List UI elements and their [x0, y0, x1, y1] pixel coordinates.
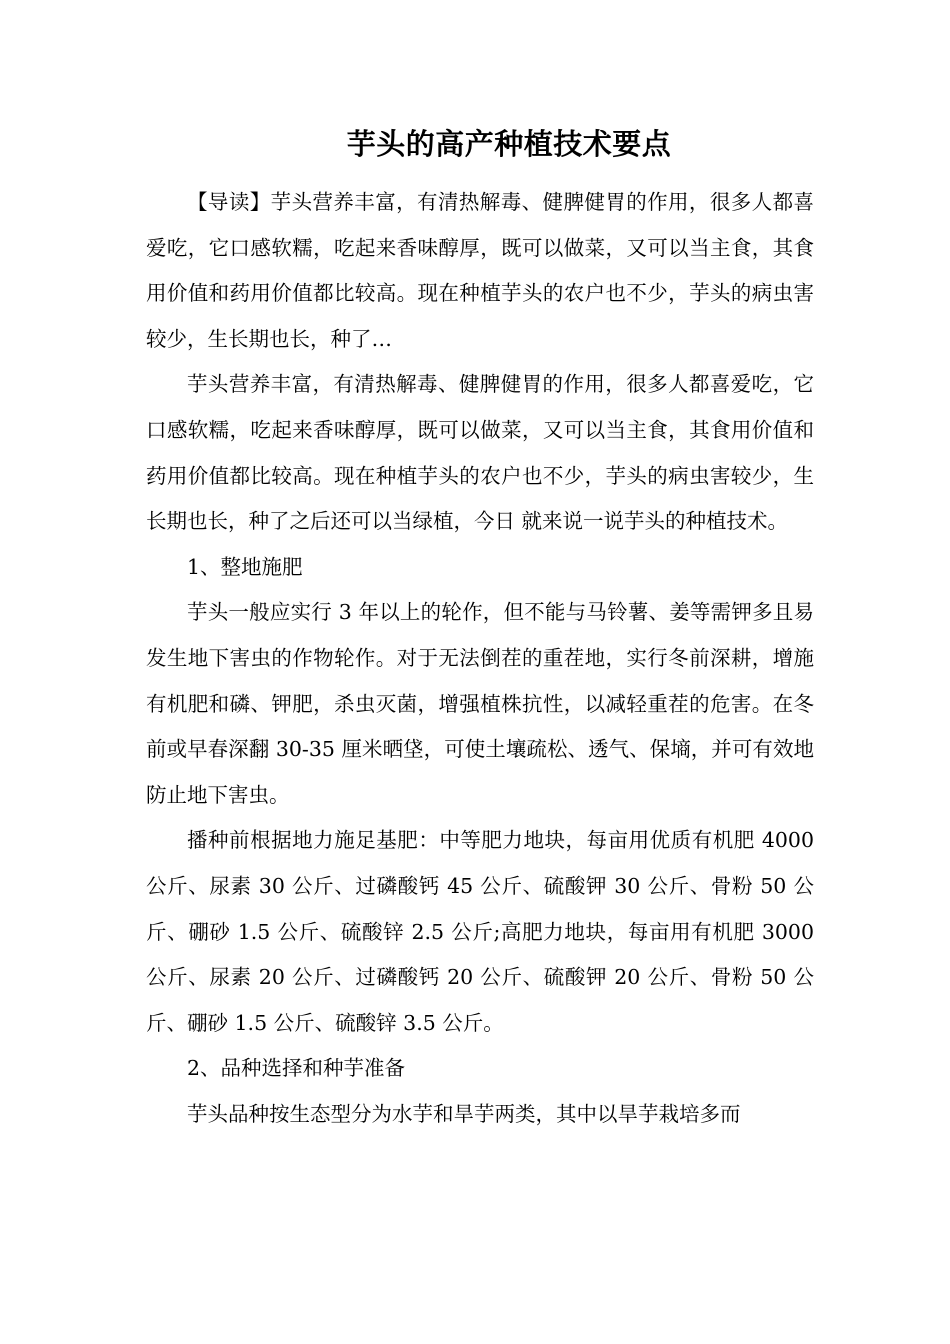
document-title: 芋头的高产种植技术要点 [346, 127, 672, 161]
section-heading: 2、品种选择和种芋准备 [187, 1056, 406, 1081]
section-heading: 1、整地施肥 [187, 554, 303, 579]
body-paragraph: 芋头一般应实行 3 年以上的轮作，但不能与马铃薯、姜等需钾多且易发生地下害虫的作物轮作。对于无法倒茬的重茬地，实行冬前深耕，增施有机肥和磷、钾肥，杀虫灭菌，增强植株抗性，以减轻重茬的危害。在冬前或早春深翻 30-35 厘米晒垡，可使土壤疏松、透气、保墒，并可有效地防止地下害虫。 [146, 600, 814, 807]
document-body [146, 180, 814, 1137]
body-paragraph: 芋头品种按生态型分为水芋和旱芋两类，其中以旱芋栽培多而 [187, 1101, 741, 1126]
body-paragraph: 播种前根据地力施足基肥：中等肥力地块，每亩用优质有机肥 4000 公斤、尿素 30 公斤、过磷酸钙 45 公斤、硫酸钾 30 公斤、骨粉 50 公斤、硼砂 1.5 公斤、硫酸锌 2.5 公斤;高肥力地块，每亩用有机肥 3000 公斤、尿素 20 公斤、过磷酸钙 20 公斤、硫酸钾 20 公斤、骨粉 50 公斤、硼砂 1.5 公斤、硫酸锌 3.5 公斤。 [146, 828, 814, 1035]
body-paragraph: 芋头营养丰富，有清热解毒、健脾健胃的作用，很多人都喜爱吃，它口感软糯，吃起来香味醇厚，既可以做菜，又可以当主食，其食用价值和药用价值都比较高。现在种植芋头的农户也不少，芋头的病虫害较少，生长期也长，种了之后还可以当绿植，今日 就来说一说芋头的种植技术。 [146, 372, 814, 534]
intro-paragraph: 【导读】芋头营养丰富，有清热解毒、健脾健胃的作用，很多人都喜爱吃，它口感软糯，吃起来香味醇厚，既可以做菜，又可以当主食，其食用价值和药用价值都比较高。现在种植芋头的农户也不少，芋头的病虫害较少，生长期也长，种了… [146, 190, 814, 351]
